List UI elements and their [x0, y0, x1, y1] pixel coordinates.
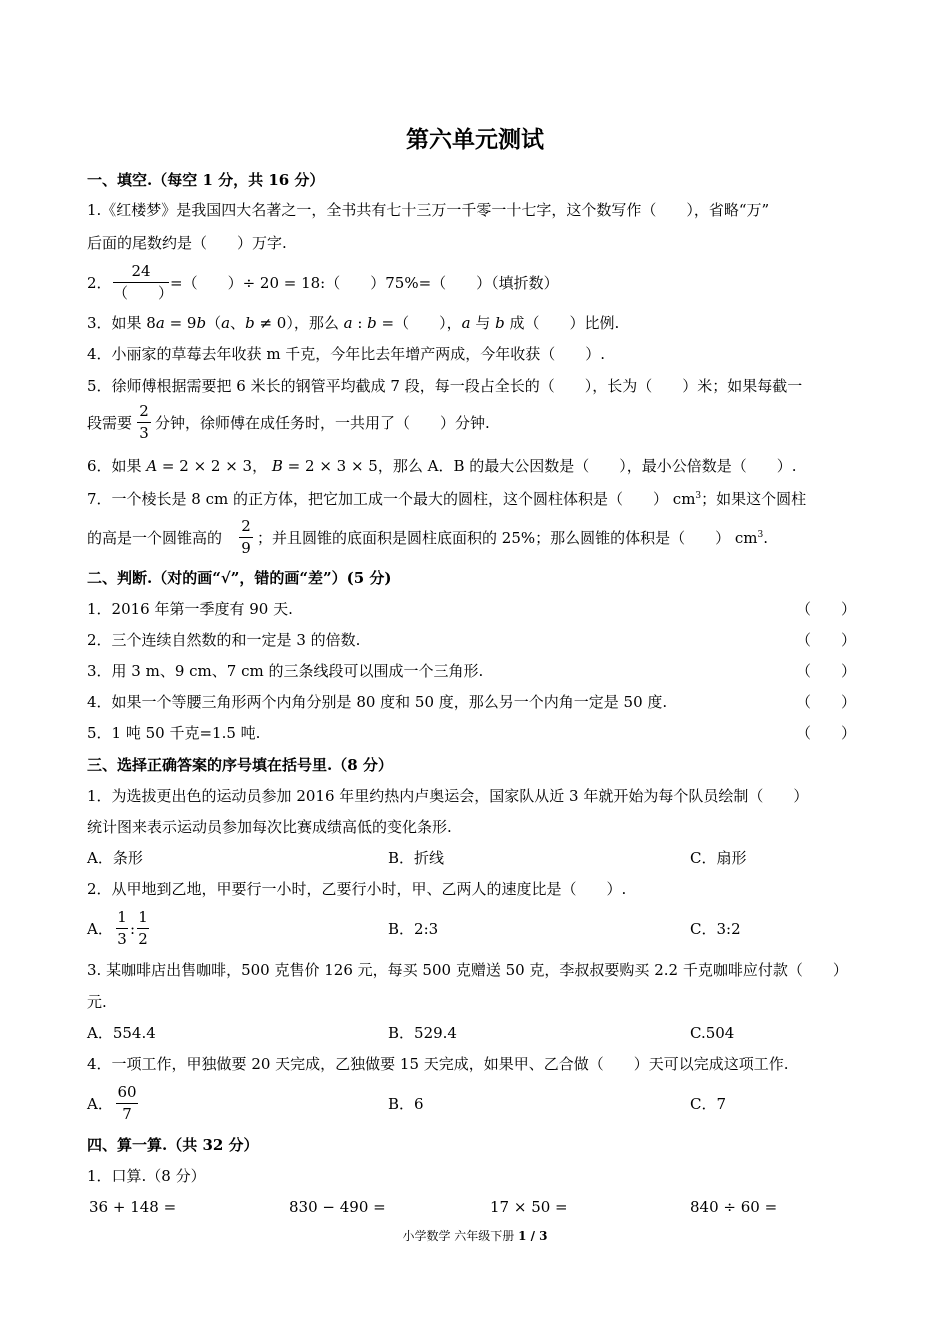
s3-q2-option-a-label: A．	[87, 920, 113, 938]
s2-answer-paren[interactable]: （ ）	[796, 693, 857, 711]
s1-q5-post: 分钟，徐师傅在成任务时，一共用了（ ）分钟.	[155, 414, 490, 432]
s1-q3: 3．如果 8a = 9b（a、b ≠ 0），那么 a : b =（ ），a 与 b 成（ ）比例.	[87, 314, 620, 332]
s2-item: 3．用 3 m、9 cm、7 cm 的三条线段可以围成一个三角形.	[87, 662, 484, 680]
s1-q5-line1: 5．徐师傅根据需要把 6 米长的钢管平均截成 7 段，每一段占全长的（ ），长为（ ）米；如果每截一	[87, 377, 803, 395]
s1-q2-rest: =（ ）÷ 20 = 18:（ ）75%=（ ）（填折数）	[170, 274, 559, 292]
s1-q7-fraction: 2 9	[239, 519, 253, 556]
section-2-heading: 二、判断.（对的画“√”，错的画“差”）(5 分)	[87, 569, 392, 587]
section-4-heading: 四、算一算.（共 32 分）	[87, 1136, 259, 1154]
section-1-heading: 一、填空.（每空 1 分，共 16 分）	[87, 171, 325, 189]
s3-q4-option-c: C．7	[690, 1095, 727, 1113]
s4-sub1: 1．口算.（8 分）	[87, 1167, 206, 1185]
s1-q2-fraction	[113, 262, 174, 302]
s2-item: 4．如果一个等腰三角形两个内角分别是 80 度和 50 度，那么另一个内角一定是 50 度.	[87, 693, 668, 711]
s3-q4-option-b: B．6	[388, 1095, 424, 1113]
s1-q7-post: ；并且圆锥的底面积是圆柱底面积的 25%；那么圆锥的体积是（ ） $cm^3$.	[257, 529, 769, 547]
footer-text: 小学数学 六年级下册	[402, 1229, 519, 1243]
s3-q1-option-c: C．扇形	[690, 849, 747, 867]
s2-answer-paren[interactable]: （ ）	[796, 662, 857, 680]
s3-q1-line2: 统计图来表示运动员参加每次比赛成绩高低的变化条形.	[87, 818, 452, 836]
page-title: 第六单元测试	[406, 126, 544, 153]
ratio-colon: :	[130, 920, 136, 938]
s3-q2-option-c: C．3:2	[690, 920, 741, 938]
s1-q5-fraction: 2 3	[137, 404, 151, 441]
s3-q3-line2: 元.	[87, 993, 107, 1011]
page-footer	[0, 1230, 950, 1242]
s1-q7-line1: 7．一个棱长是 8 cm 的正方体，把它加工成一个最大的圆柱，这个圆柱体积是（ ） $cm^3$；如果这个圆柱	[87, 490, 807, 508]
s1-q4: 4．小丽家的草莓去年收获 m 千克，今年比去年增产两成，今年收获（ ）.	[87, 345, 606, 363]
s3-q2-fraction-2: 1 2	[138, 908, 148, 948]
fraction-denominator: （ ）	[113, 284, 174, 302]
calc-item: 17 × 50 =	[490, 1198, 568, 1216]
s3-q3-line1: 3. 某咖啡店出售咖啡，500 克售价 126 元，每买 500 克赠送 50 克，李叔叔要购买 2.2 千克咖啡应付款（ ）	[87, 961, 848, 979]
s1-q1-line2: 后面的尾数约是（ ）万字.	[87, 234, 287, 252]
s3-q2: 2．从甲地到乙地，甲要行一小时，乙要行小时，甲、乙两人的速度比是（ ）.	[87, 880, 627, 898]
s2-item: 2．三个连续自然数的和一定是 3 的倍数.	[87, 631, 361, 649]
s3-q1-line1: 1．为选拔更出色的运动员参加 2016 年里约热内卢奥运会，国家队从近 3 年就开始为每个队员绘制（ ）	[87, 787, 809, 805]
calc-item: 36 + 148 =	[89, 1198, 177, 1216]
fraction-numerator: 24	[131, 262, 151, 280]
s3-q2-option-b: B．2:3	[388, 920, 439, 938]
s2-answer-paren[interactable]: （ ）	[796, 631, 857, 649]
s2-item: 5．1 吨 50 千克=1.5 吨.	[87, 724, 261, 742]
page-number: 1 / 3	[518, 1229, 548, 1243]
s3-q3-option-a: A．554.4	[87, 1024, 156, 1042]
s2-answer-paren[interactable]: （ ）	[796, 600, 857, 618]
calc-item: 830 − 490 =	[289, 1198, 386, 1216]
s3-q2-fraction-1: 1 3	[117, 908, 127, 948]
s1-q5-pre: 段需要	[87, 414, 133, 432]
s1-q7-pre: 的高是一个圆锥高的	[87, 529, 223, 547]
s1-q6: 6．如果 A = 2 × 2 × 3， B = 2 × 3 × 5，那么 A．B 的最大公因数是（ ），最小公倍数是（ ）.	[87, 457, 797, 475]
s3-q1-option-a: A．条形	[87, 849, 143, 867]
s3-q4: 4．一项工作，甲独做要 20 天完成，乙独做要 15 天完成，如果甲、乙合做（ ）天可以完成这项工作.	[87, 1055, 789, 1073]
s2-answer-paren[interactable]: （ ）	[796, 724, 857, 742]
s3-q1-option-b: B．折线	[388, 849, 445, 867]
s3-q3-option-b: B．529.4	[388, 1024, 457, 1042]
section-3-heading: 三、选择正确答案的序号填在括号里.（8 分）	[87, 756, 393, 774]
s1-q2-prefix: 2．	[87, 274, 112, 292]
s3-q4-fraction: 60 7	[117, 1083, 137, 1123]
s3-q4-option-a-label: A．	[87, 1095, 113, 1113]
s2-item: 1．2016 年第一季度有 90 天.	[87, 600, 293, 618]
s1-q1-line1: 1.《红楼梦》是我国四大名著之一，全书共有七十三万一千零一十七字，这个数写作（ ），省略“万”	[87, 201, 770, 219]
calc-item: 840 ÷ 60 =	[690, 1198, 778, 1216]
s3-q3-option-c: C.504	[690, 1024, 735, 1042]
